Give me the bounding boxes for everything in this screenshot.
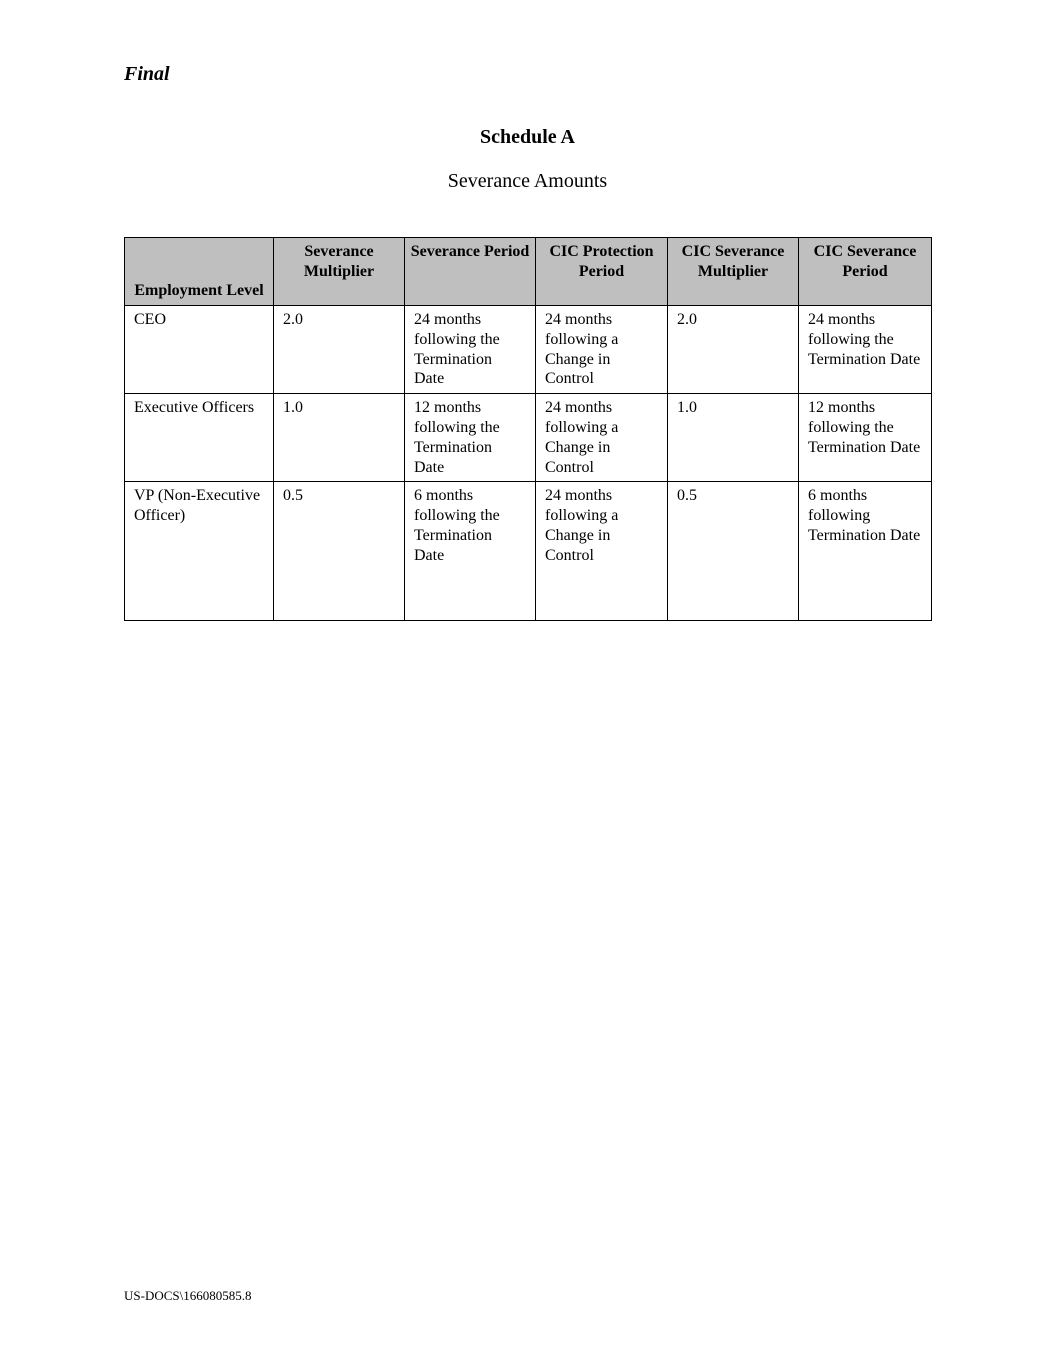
cell-cic-protection-period: 24 months following a Change in Control [536,306,668,394]
cell-cic-protection-period: 24 months following a Change in Control [536,482,668,621]
cell-employment-level: CEO [125,306,274,394]
cell-cic-severance-period: 6 months following Termination Date [799,482,932,621]
cell-cic-severance-period: 12 months following the Termination Date [799,394,932,482]
column-header-severance-multiplier: Severance Multiplier [274,238,405,306]
column-header-cic-severance-period: CIC Severance Period [799,238,932,306]
column-header-employment-level: Employment Level [125,238,274,306]
severance-amounts-table [124,237,932,621]
cell-severance-period: 24 months following the Termination Date [405,306,536,394]
schedule-subtitle: Severance Amounts [447,170,608,192]
cell-severance-period: 12 months following the Termination Date [405,394,536,482]
cell-cic-protection-period: 24 months following a Change in Control [536,394,668,482]
cell-severance-multiplier: 1.0 [274,394,405,482]
column-header-cic-severance-multiplier: CIC Severance Multiplier [668,238,799,306]
cell-cic-severance-multiplier: 2.0 [668,306,799,394]
cell-cic-severance-multiplier: 0.5 [668,482,799,621]
table-header-row [125,238,932,306]
table-row [125,394,932,482]
table-row [125,482,932,621]
table-row [125,306,932,394]
cell-employment-level: VP (Non-Executive Officer) [125,482,274,621]
cell-severance-multiplier: 2.0 [274,306,405,394]
cell-employment-level: Executive Officers [125,394,274,482]
cell-severance-period: 6 months following the Termination Date [405,482,536,621]
column-header-severance-period: Severance Period [405,238,536,306]
cell-cic-severance-period: 24 months following the Termination Date [799,306,932,394]
document-id-footer: US-DOCS\166080585.8 [124,1288,252,1303]
schedule-title: Schedule A [479,126,576,148]
cell-severance-multiplier: 0.5 [274,482,405,621]
document-status-mark: Final [124,63,170,85]
column-header-cic-protection-period: CIC Protection Period [536,238,668,306]
cell-cic-severance-multiplier: 1.0 [668,394,799,482]
